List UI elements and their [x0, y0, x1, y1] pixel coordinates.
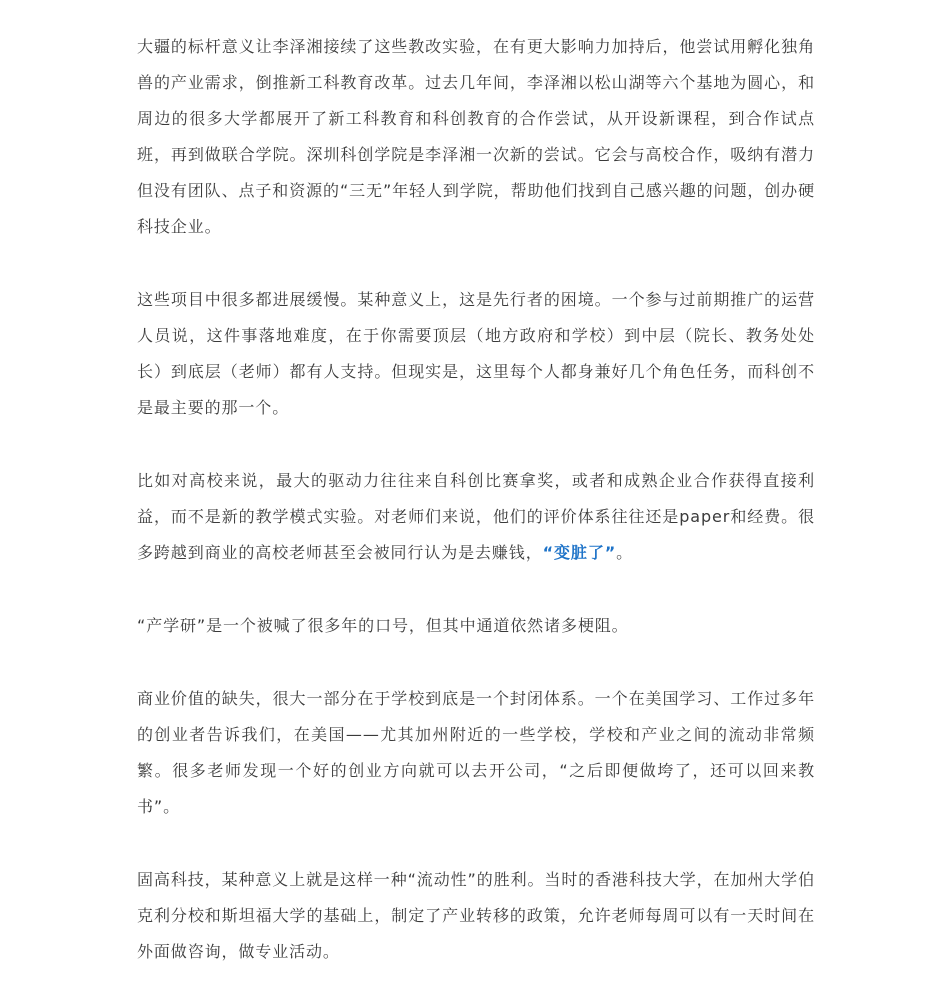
paragraph-3-text: 比如对高校来说，最大的驱动力往往来自科创比赛拿奖，或者和成熟企业合作获得直接利益，而不是新的教学模式实验。对老师们来说，他们的评价体系往往还是paper和经费。很多跨越到商业的高校老师甚至会被同行认为是去赚钱，: [137, 471, 815, 562]
paragraph-3: [137, 463, 815, 571]
paragraph-1: 大疆的标杆意义让李泽湘接续了这些教改实验，在有更大影响力加持后，他尝试用孵化独角兽的产业需求，倒推新工科教育改革。过去几年间，李泽湘以松山湖等六个基地为圆心，和周边的很多大学都展开了新工科教育和科创教育的合作尝试，从开设新课程，到合作试点班，再到做联合学院。深圳科创学院是李泽湘一次新的尝试。它会与高校合作，吸纳有潜力但没有团队、点子和资源的“三无”年轻人到学院，帮助他们找到自己感兴趣的问题，创办硬科技企业。: [137, 37, 815, 236]
highlighted-quote: “变脏了”: [542, 543, 617, 562]
article-body: [137, 29, 815, 1007]
paragraph-2: 这些项目中很多都进展缓慢。某种意义上，这是先行者的困境。一个参与过前期推广的运营人员说，这件事落地难度，在于你需要顶层（地方政府和学校）到中层（院长、教务处处长）到底层（老师）都有人支持。但现实是，这里每个人都身兼好几个角色任务，而科创不是最主要的那一个。: [137, 290, 815, 417]
paragraph-5: 商业价值的缺失，很大一部分在于学校到底是一个封闭体系。一个在美国学习、工作过多年的创业者告诉我们，在美国——尤其加州附近的一些学校，学校和产业之间的流动非常频繁。很多老师发现一个好的创业方向就可以去开公司，“之后即便做垮了，还可以回来教书”。: [137, 689, 815, 816]
paragraph-6: 固高科技，某种意义上就是这样一种“流动性”的胜利。当时的香港科技大学，在加州大学伯克利分校和斯坦福大学的基础上，制定了产业转移的政策，允许老师每周可以有一天时间在外面做咨询，做专业活动。: [137, 870, 815, 961]
paragraph-4: “产学研”是一个被喊了很多年的口号，但其中通道依然诸多梗阻。: [137, 616, 629, 635]
paragraph-3-end: 。: [616, 543, 634, 562]
